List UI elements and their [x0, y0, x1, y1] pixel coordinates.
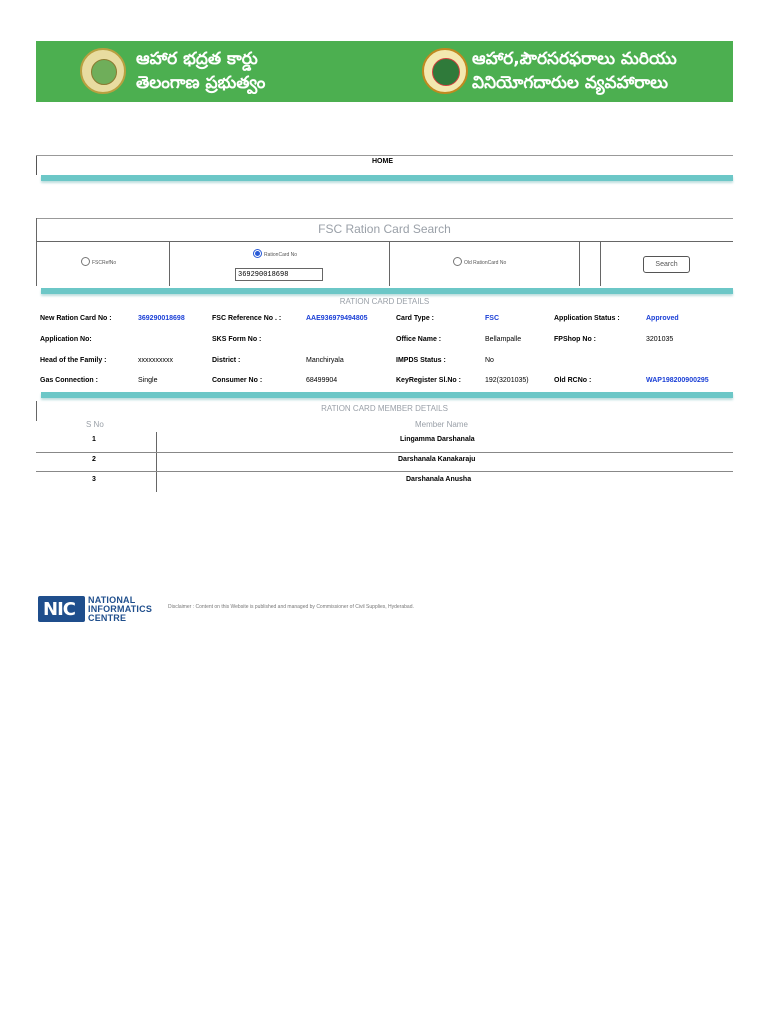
header-title-left: ఆహార భద్రత కార్డు — [136, 49, 258, 69]
search-title: FSC Ration Card Search — [318, 222, 451, 236]
ration-card-input[interactable]: 369290018698 — [235, 268, 323, 281]
value-office-name: Bellampalle — [485, 336, 522, 343]
radio-fsc-ref-no-label: FSCRefNo — [92, 260, 117, 266]
details-accent-bar — [41, 392, 733, 398]
radio-old-ration-card-no[interactable] — [453, 257, 462, 266]
value-card-type: FSC — [485, 315, 499, 322]
value-application-status: Approved — [646, 315, 679, 322]
member-name: Darshanala Anusha — [406, 476, 472, 483]
footer-disclaimer: Disclaimer : Content on this Website is published and managed by Commissioner of Civil Supplies, Hyderabad. — [168, 604, 414, 610]
member-sno: 2 — [92, 456, 96, 463]
label-impds-status: IMPDS Status : — [396, 357, 446, 364]
member-name: Lingamma Darshanala — [400, 436, 475, 443]
value-impds-status: No — [485, 357, 494, 364]
telangana-emblem-icon — [80, 48, 126, 94]
search-accent-bar — [41, 288, 733, 294]
radio-old-ration-card-no-label: Old RationCard No — [464, 260, 507, 266]
value-new-ration-card-no: 369290018698 — [138, 315, 185, 322]
member-col-sno: S No — [86, 420, 104, 429]
search-button[interactable]: Search — [643, 256, 690, 273]
label-fsc-reference-no: FSC Reference No . : — [212, 315, 282, 322]
label-head-of-family: Head of the Family : — [40, 357, 107, 364]
value-consumer-no: 68499904 — [306, 377, 338, 384]
label-fpshop-no: FPShop No : — [554, 336, 596, 343]
value-key-register-sl-no: 192(3201035) — [485, 377, 529, 384]
member-sno: 1 — [92, 436, 96, 443]
header-subtitle-right: వినియోగదారుల వ్యవహారాలు — [472, 73, 669, 93]
label-new-ration-card-no: New Ration Card No : — [40, 315, 112, 322]
nav-accent-bar — [41, 175, 733, 181]
radio-ration-card-no-label: RationCard No — [264, 252, 298, 258]
civil-supplies-emblem-icon — [422, 48, 468, 94]
label-application-status: Application Status : — [554, 315, 620, 322]
member-sno: 3 — [92, 476, 96, 483]
table-row-divider — [36, 452, 733, 453]
member-title: RATION CARD MEMBER DETAILS — [321, 404, 448, 413]
label-key-register-sl-no: KeyRegister Sl.No : — [396, 377, 461, 384]
label-application-no: Application No: — [40, 336, 92, 343]
label-office-name: Office Name : — [396, 336, 442, 343]
nav-top-border — [36, 155, 733, 156]
nic-name-line1: NATIONAL — [88, 595, 136, 605]
details-title: RATION CARD DETAILS — [339, 297, 430, 306]
value-fsc-reference-no[interactable]: AAE936979494805 — [306, 315, 368, 322]
value-fpshop-no: 3201035 — [646, 336, 674, 343]
value-gas-connection: Single — [138, 377, 158, 384]
label-sks-form-no: SKS Form No : — [212, 336, 262, 343]
header-title-right: ఆహార,పౌరసరఫరాలు మరియు — [472, 49, 677, 69]
header-banner — [36, 41, 733, 102]
value-old-rc-no[interactable]: WAP198200900295 — [646, 377, 709, 384]
table-row-divider — [36, 471, 733, 472]
value-head-of-family: xxxxxxxxxx — [138, 357, 173, 364]
nic-name-line3: CENTRE — [88, 613, 127, 623]
label-consumer-no: Consumer No : — [212, 377, 263, 384]
nav-divider — [36, 155, 37, 175]
radio-ration-card-no[interactable] — [253, 249, 262, 258]
member-name: Darshanala Kanakaraju — [398, 456, 476, 463]
label-gas-connection: Gas Connection : — [40, 377, 98, 384]
member-table-divider — [156, 432, 157, 492]
nic-logo-icon: NIC — [38, 596, 85, 622]
label-district: District : — [212, 357, 241, 364]
nav-home-link[interactable]: HOME — [372, 158, 393, 165]
label-card-type: Card Type : — [396, 315, 434, 322]
nic-name-line2: INFORMATICS — [88, 604, 153, 614]
member-col-name: Member Name — [415, 420, 468, 429]
header-subtitle-left: తెలంగాణ ప్రభుత్వం — [136, 73, 266, 93]
radio-fsc-ref-no[interactable] — [81, 257, 90, 266]
value-district: Manchiryala — [306, 357, 344, 364]
label-old-rc-no: Old RCNo : — [554, 377, 592, 384]
